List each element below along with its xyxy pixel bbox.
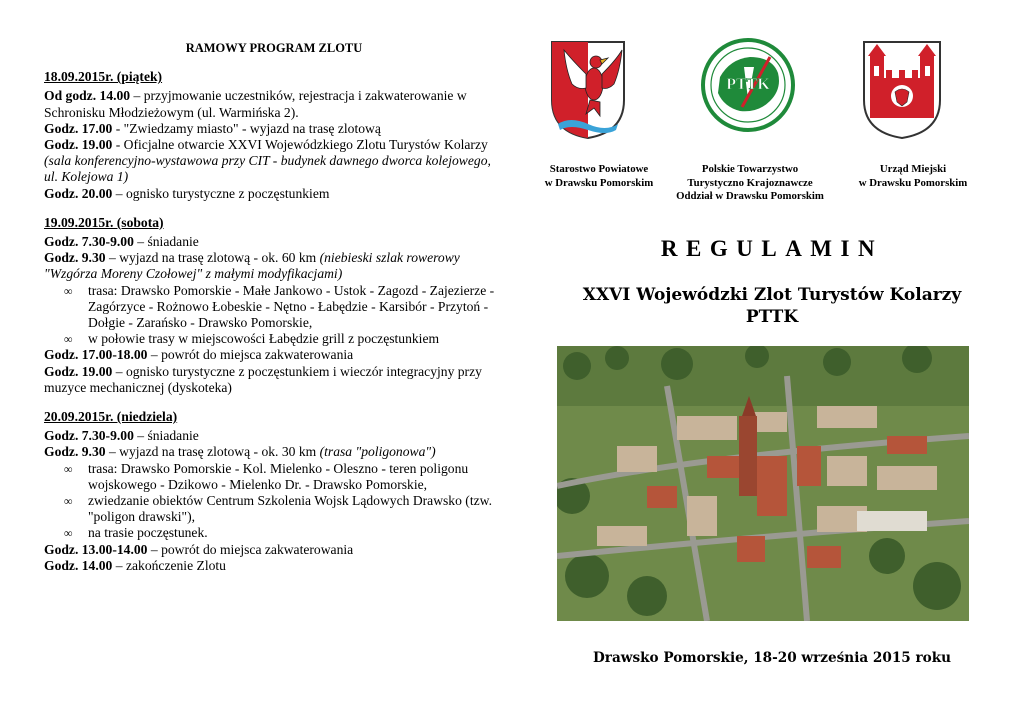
schedule-text: – śniadanie — [133, 428, 199, 444]
schedule-line — [44, 558, 504, 574]
schedule-line — [44, 250, 504, 282]
bullet-icon: ∞ — [64, 461, 73, 476]
day-date: 19.09.2015r. (sobota) — [44, 214, 164, 230]
subtitle-line: XXVI Wojewódzki Zlot Turystów Kolarzy — [582, 285, 962, 305]
time-label: Godz. 14.00 — [44, 557, 113, 573]
organizer-line: Starostwo Powiatowe — [549, 163, 649, 175]
time-label: Godz. 7.30-9.00 — [44, 428, 134, 444]
day-date: 18.09.2015r. (piątek) — [44, 69, 163, 85]
time-label: Godz. 20.00 — [44, 185, 113, 201]
schedule-text: – wyjazd na trasę zlotową - ok. 30 km — [105, 444, 320, 460]
subtitle-line: PTTK — [745, 307, 799, 327]
list-item — [64, 493, 504, 525]
program-title: RAMOWY PROGRAM ZLOTU — [185, 41, 363, 55]
bullet-icon: ∞ — [64, 332, 73, 347]
town-coat-of-arms-icon — [862, 40, 942, 140]
time-label: Od godz. 14.00 — [44, 88, 131, 104]
organizer-line: w Drawsku Pomorskim — [544, 176, 654, 189]
organizer-line: Polskie Towarzystwo — [701, 163, 799, 175]
time-label: Godz. 17.00 — [44, 120, 113, 136]
schedule-line — [44, 428, 504, 444]
schedule-line — [44, 234, 504, 250]
time-label: Godz. 19.00 — [44, 137, 113, 153]
schedule-line — [44, 186, 504, 202]
bullet-icon: ∞ — [64, 494, 73, 509]
pttk-logo-text: PTTK — [726, 76, 770, 93]
time-label: Godz. 19.00 — [44, 363, 113, 379]
organizer-caption — [668, 163, 832, 204]
organizer-line: Oddział w Drawsku Pomorskim — [676, 190, 824, 202]
route-list — [44, 283, 504, 348]
aerial-town-photo — [557, 346, 969, 621]
schedule-text: - "Zwiedzamy miasto" - wyjazd na trasę zlotową — [112, 120, 381, 136]
organizer-line: w Drawsku Pomorskim — [858, 176, 968, 189]
schedule-text: – śniadanie — [133, 234, 199, 250]
schedule-note: (trasa "poligonowa") — [319, 444, 436, 460]
time-label: Godz. 17.00-18.00 — [44, 347, 148, 363]
day-section — [44, 409, 504, 574]
bullet-icon: ∞ — [64, 526, 73, 541]
list-item-text: trasa: Drawsko Pomorskie - Kol. Mielenko - Oleszno - teren poligonu wojskowego - Dzikowo - Mielenko Dr. - Drawsko Pomorskie, — [88, 460, 469, 492]
schedule-text: – ognisko turystyczne z poczęstunkiem i wieczór integracyjny przy muzyce mechanicznej (dyskoteka) — [44, 363, 482, 395]
list-item-text: zwiedzanie obiektów Centrum Szkolenia Wojsk Lądowych Drawsko (tzw. "poligon drawski"), — [88, 493, 492, 525]
list-item-text: trasa: Drawsko Pomorskie - Małe Jankowo - Ustok - Zagozd - Zajezierze - Zagórzyce - Rożnowo Łobeskie - Nętno - Łabędzie - Karsibór - Przytoń - Dołgie - Zarańsko - Drawsko Pomorskie, — [88, 282, 495, 331]
schedule-note: (niebieski szlak rowerowy "Wzgórza Moreny Czołowej" z małymi modyfikacjami) — [44, 250, 460, 282]
organizer-caption — [838, 163, 988, 190]
day-section — [44, 215, 504, 396]
schedule-line — [44, 542, 504, 558]
schedule-note: (sala konferencyjno-wystawowa przy CIT - budynek dawnego dworca kolejowego, ul. Kolejowa 1) — [44, 153, 491, 185]
schedule-line — [44, 444, 504, 460]
time-label: Godz. 7.30-9.00 — [44, 234, 134, 250]
day-date: 20.09.2015r. (niedziela) — [44, 409, 178, 425]
route-list — [44, 461, 504, 542]
schedule-line — [44, 364, 504, 396]
pttk-logo-icon — [700, 37, 796, 133]
schedule-line — [44, 88, 504, 120]
organizer-line: Turystyczno Krajoznawcze — [687, 176, 813, 189]
bullet-icon: ∞ — [64, 283, 73, 298]
list-item — [64, 331, 504, 347]
schedule-line — [44, 137, 504, 186]
schedule-text: – powrót do miejsca zakwaterowania — [147, 347, 354, 363]
time-label: Godz. 9.30 — [44, 250, 106, 266]
time-label: Godz. 9.30 — [44, 444, 106, 460]
schedule-text: – ognisko turystyczne z poczęstunkiem — [112, 185, 330, 201]
list-item-text: na trasie poczęstunek. — [88, 525, 208, 541]
document-heading: REGULAMIN — [660, 236, 884, 261]
organizer-caption — [524, 163, 674, 190]
schedule-text: – powrót do miejsca zakwaterowania — [147, 541, 354, 557]
schedule-text: – wyjazd na trasę zlotową - ok. 60 km — [105, 250, 320, 266]
organizer-line: Urząd Miejski — [879, 163, 947, 175]
cover-panel — [520, 0, 1024, 724]
list-item — [64, 525, 504, 541]
day-section — [44, 69, 504, 202]
schedule-text: – zakończenie Zlotu — [112, 557, 226, 573]
document-footer: Drawsko Pomorskie, 18-20 września 2015 roku — [593, 650, 951, 666]
schedule-line — [44, 347, 504, 363]
program-column — [44, 40, 504, 574]
schedule-line — [44, 121, 504, 137]
schedule-text: – przyjmowanie uczestników, rejestracja i zakwaterowanie w Schronisku Młodzieżowym (ul. Warmińska 2). — [44, 88, 467, 120]
document-subtitle — [520, 284, 1024, 328]
list-item — [64, 460, 504, 493]
schedule-text: - Oficjalne otwarcie XXVI Wojewódzkiego Zlotu Turystów Kolarzy — [112, 137, 488, 153]
list-item — [64, 282, 504, 332]
county-coat-of-arms-icon — [550, 40, 626, 140]
list-item-text: w połowie trasy w miejscowości Łabędzie grill z poczęstunkiem — [88, 331, 440, 347]
time-label: Godz. 13.00-14.00 — [44, 541, 148, 557]
